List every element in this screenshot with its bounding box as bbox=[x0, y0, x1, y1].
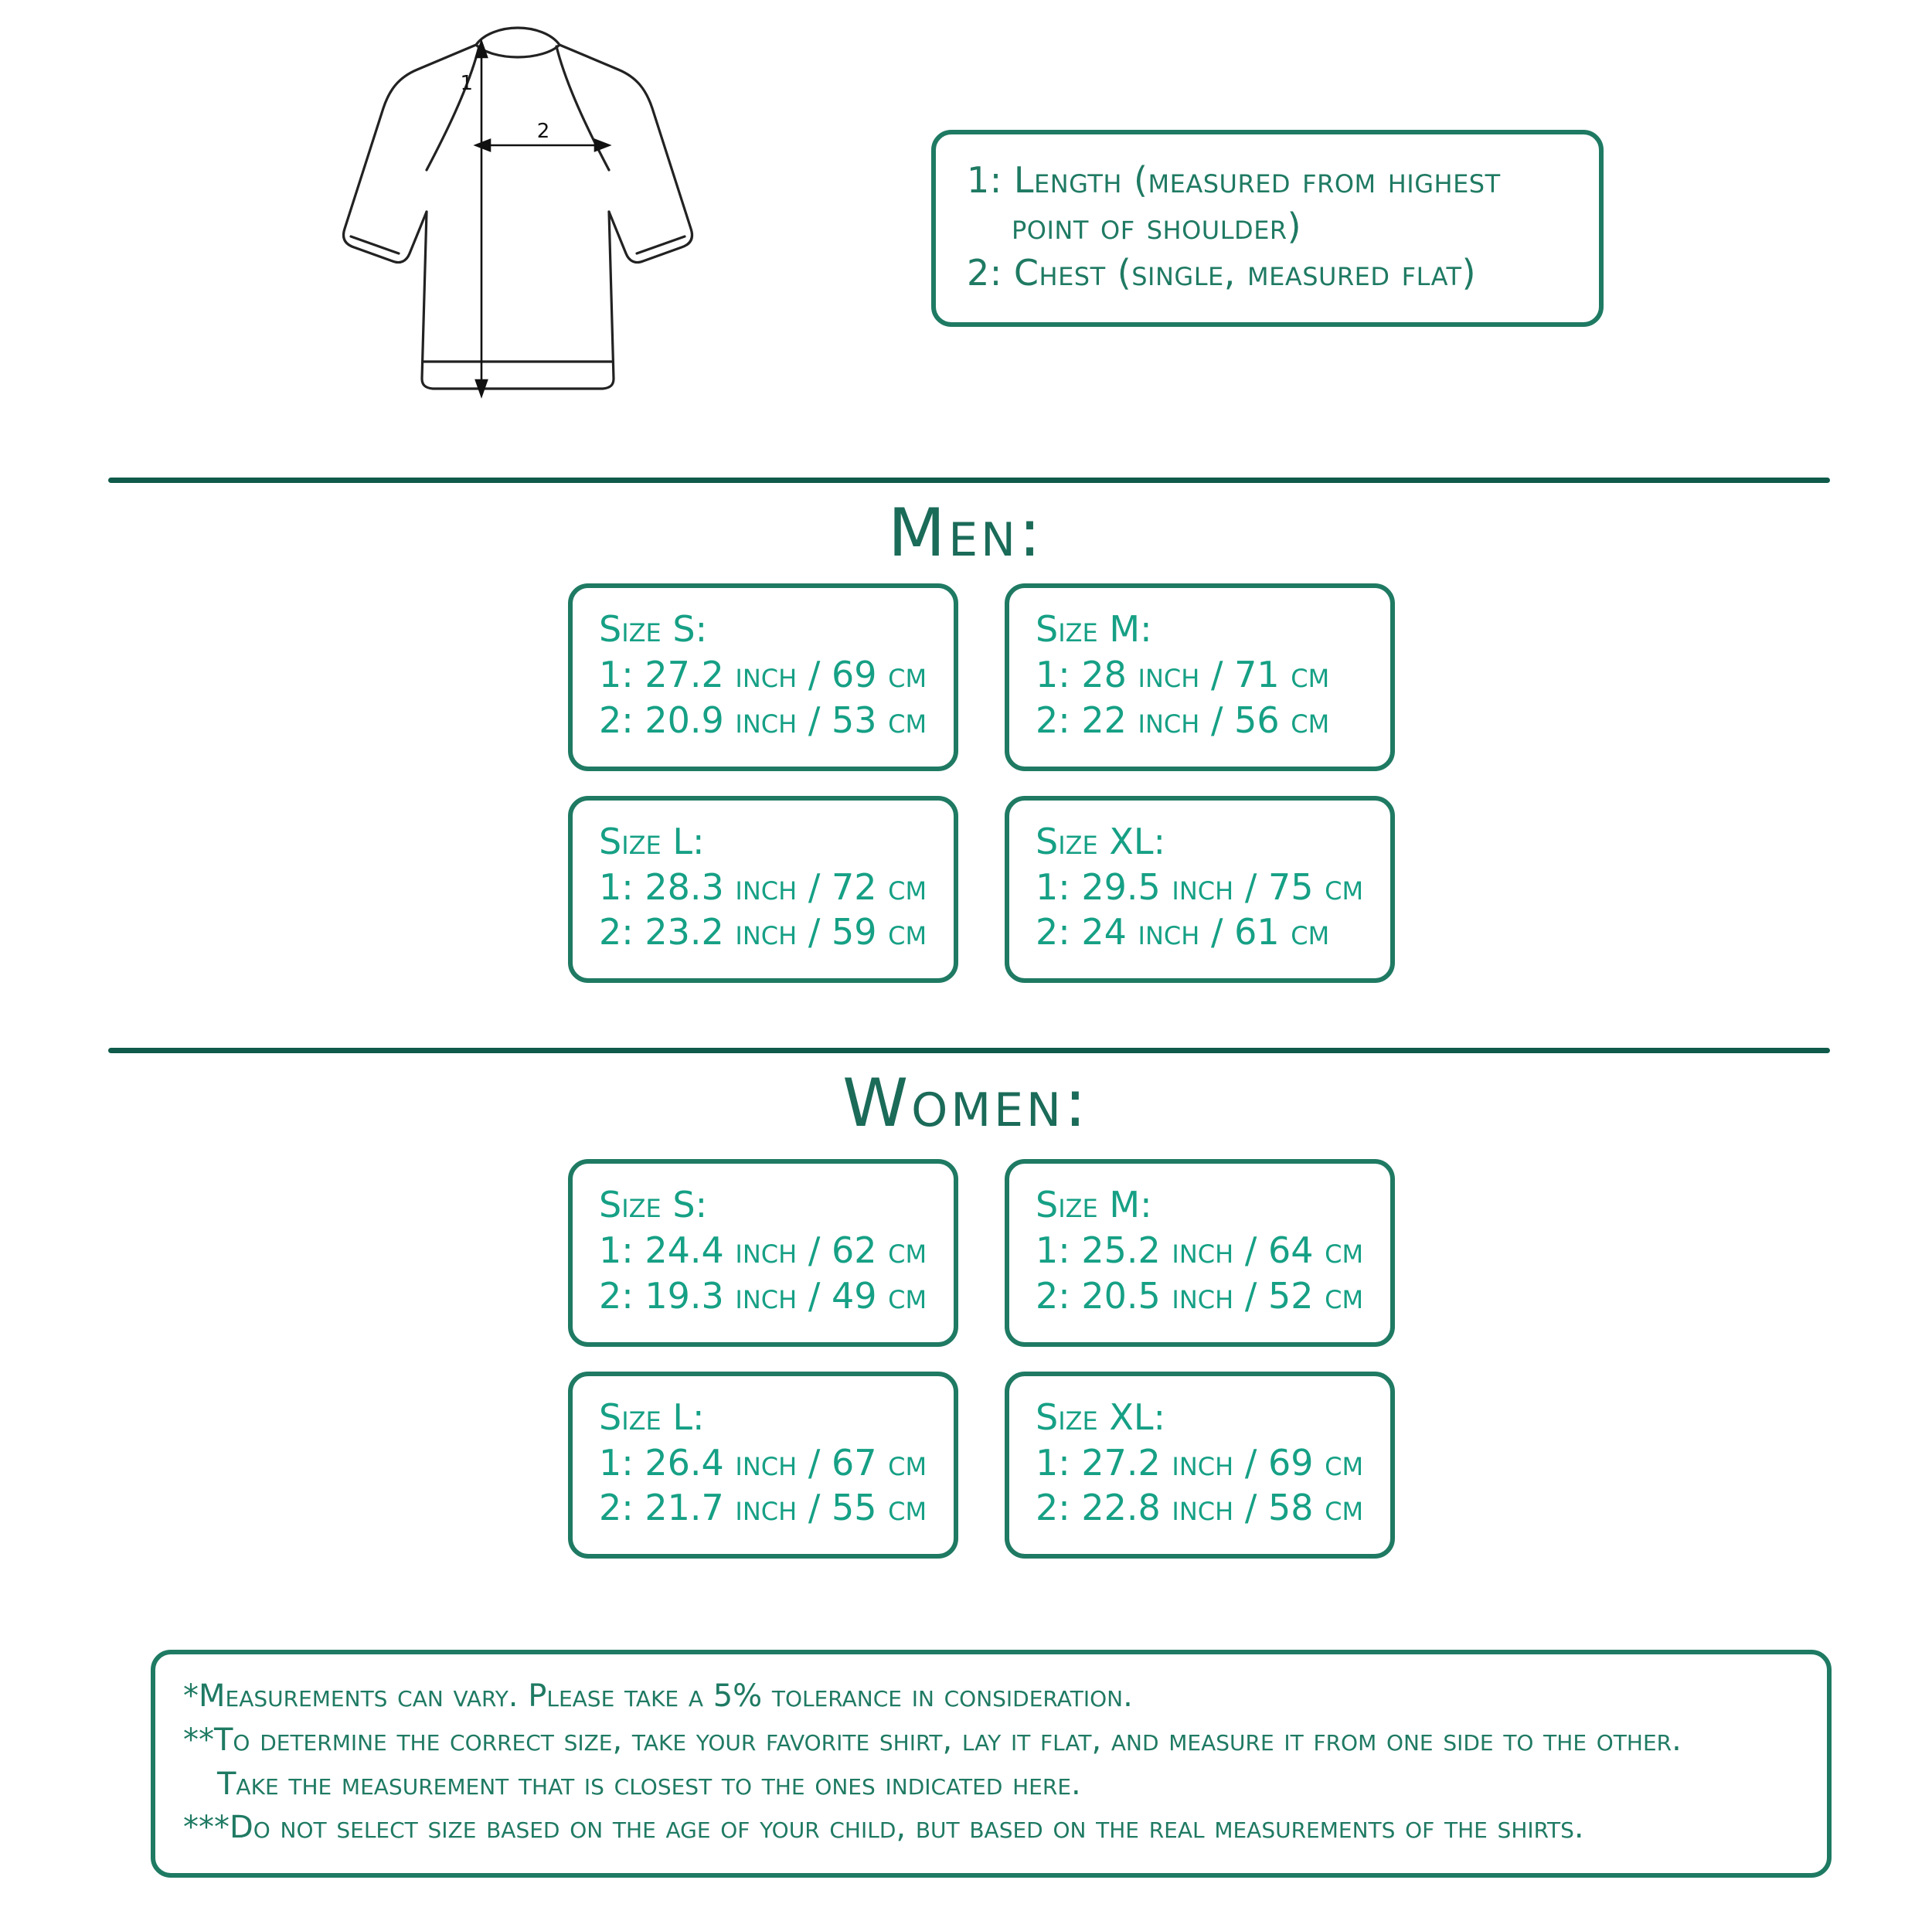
legend-line-1-cont: point of shoulder) bbox=[1012, 205, 1302, 247]
size-card-men-s bbox=[568, 583, 958, 771]
size-card-title: Size M: bbox=[1036, 1184, 1152, 1226]
size-grid-women bbox=[568, 1159, 1395, 1583]
footnote-1: *Measurements can vary. Please take a 5% tolerance in consideration. bbox=[183, 1678, 1133, 1714]
size-card-men-xl bbox=[1005, 796, 1395, 984]
footnote-2: **To determine the correct size, take your favorite shirt, lay it flat, and measure it from one side to the other. bbox=[183, 1722, 1682, 1758]
size-card-title: Size XL: bbox=[1036, 820, 1166, 862]
diagram-marker-length-label: 1 bbox=[460, 72, 473, 95]
size-card-chest: 2: 20.9 inch / 53 cm bbox=[599, 699, 927, 741]
size-card-chest: 2: 24 inch / 61 cm bbox=[1036, 911, 1330, 954]
size-card-women-xl bbox=[1005, 1372, 1395, 1559]
footnotes-box bbox=[151, 1650, 1832, 1878]
section-title-men: Men: bbox=[888, 495, 1044, 572]
size-grid-men bbox=[568, 583, 1395, 1008]
legend-box bbox=[931, 130, 1604, 327]
divider-women bbox=[108, 1048, 1830, 1053]
section-title-women: Women: bbox=[842, 1065, 1090, 1142]
divider-men bbox=[108, 478, 1830, 483]
legend-line-1: 1: Length (measured from highest bbox=[967, 159, 1501, 201]
size-card-chest: 2: 21.7 inch / 55 cm bbox=[599, 1487, 927, 1529]
size-card-women-l bbox=[568, 1372, 958, 1559]
size-card-length: 1: 25.2 inch / 64 cm bbox=[1036, 1229, 1364, 1271]
size-card-title: Size XL: bbox=[1036, 1396, 1166, 1438]
size-card-length: 1: 28.3 inch / 72 cm bbox=[599, 865, 927, 908]
size-card-chest: 2: 23.2 inch / 59 cm bbox=[599, 911, 927, 954]
size-card-length: 1: 27.2 inch / 69 cm bbox=[599, 653, 927, 695]
legend-line-2: 2: Chest (single, measured flat) bbox=[967, 251, 1477, 294]
size-card-length: 1: 29.5 inch / 75 cm bbox=[1036, 865, 1364, 908]
size-card-men-m bbox=[1005, 583, 1395, 771]
size-card-length: 1: 27.2 inch / 69 cm bbox=[1036, 1441, 1364, 1484]
sweatshirt-diagram bbox=[325, 15, 726, 448]
size-card-chest: 2: 22.8 inch / 58 cm bbox=[1036, 1487, 1364, 1529]
size-card-title: Size S: bbox=[599, 1184, 708, 1226]
footnote-2-cont: Take the measurement that is closest to the ones indicated here. bbox=[217, 1766, 1081, 1802]
size-card-title: Size M: bbox=[1036, 608, 1152, 650]
size-grid-women-row-1 bbox=[568, 1159, 1395, 1347]
footnote-3: ***Do not select size based on the age of your child, but based on the real measurements of the shirts. bbox=[183, 1810, 1584, 1846]
size-card-title: Size L: bbox=[599, 1396, 705, 1438]
size-grid-men-row-1 bbox=[568, 583, 1395, 771]
size-card-women-s bbox=[568, 1159, 958, 1347]
size-grid-men-row-2 bbox=[568, 796, 1395, 984]
size-card-length: 1: 24.4 inch / 62 cm bbox=[599, 1229, 927, 1271]
size-card-chest: 2: 19.3 inch / 49 cm bbox=[599, 1274, 927, 1317]
size-card-chest: 2: 22 inch / 56 cm bbox=[1036, 699, 1330, 741]
diagram-marker-chest-label: 2 bbox=[536, 120, 550, 143]
size-card-title: Size S: bbox=[599, 608, 708, 650]
size-card-women-m bbox=[1005, 1159, 1395, 1347]
size-grid-women-row-2 bbox=[568, 1372, 1395, 1559]
size-card-title: Size L: bbox=[599, 820, 705, 862]
size-card-men-l bbox=[568, 796, 958, 984]
size-card-chest: 2: 20.5 inch / 52 cm bbox=[1036, 1274, 1364, 1317]
size-card-length: 1: 26.4 inch / 67 cm bbox=[599, 1441, 927, 1484]
diagram-section bbox=[0, 0, 1932, 464]
size-card-length: 1: 28 inch / 71 cm bbox=[1036, 653, 1330, 695]
